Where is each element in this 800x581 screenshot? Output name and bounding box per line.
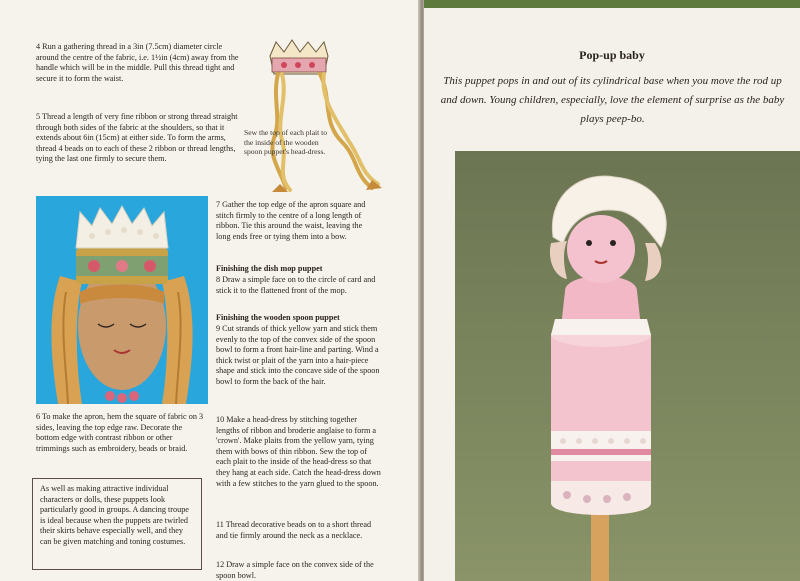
pop-up-baby-image	[455, 151, 800, 581]
illustration-caption: Sew the top of each plait to the inside of the wooden spoon puppet's head-dress.	[244, 128, 328, 157]
heading-dish-mop: Finishing the dish mop puppet	[216, 264, 323, 273]
step-12-text: 12 Draw a simple face on the convex side of the spoon bowl.	[216, 560, 374, 580]
top-color-band	[424, 0, 800, 8]
heading-wooden-spoon: Finishing the wooden spoon puppet	[216, 313, 340, 322]
step-11-text: 11 Thread decorative beads on to a short thread and tie firmly around the neck as a necklace.	[216, 520, 372, 540]
plait-headdress-illustration	[262, 38, 392, 198]
step-7-text: 7 Gather the top edge of the apron square and stitch firmly to the centre of a long length of ribbon. Tie this around the waist, leaving the long ends free or tying them into a bow.	[216, 200, 366, 241]
step-10-text: 10 Make a head-dress by stitching together lengths of ribbon and broderie anglaise to form a 'crown'. Make plaits from the yellow yarn, tying them with bows of thin ribbon. Sew the top of each plait to the inside of the head-dress so that they hang at each side. Catch the head-dress down with a few stitches to the yarn glued to the spoon.	[216, 415, 381, 488]
step-4-text: 4 Run a gathering thread in a 3in (7.5cm) diameter circle around the centre of the fabric, i.e. 1½in (4cm) away from the handle which will be in the middle. Pull this thread tight and secure it to form the waist.	[36, 42, 239, 83]
tip-box	[32, 478, 202, 570]
wooden-spoon-puppet-photo	[36, 196, 208, 404]
page-title: Pop-up baby	[579, 48, 645, 62]
step-8-text: 8 Draw a simple face on to the circle of card and stick it to the flattened front of the mop.	[216, 275, 376, 295]
step-9-text: 9 Cut strands of thick yellow yarn and stick them evenly to the top of the convex side of the spoon bowl to form a front hair-line and parting. Wind a thick twist or plait of the yarn into a hair-piece shape and stick into the concave side of the spoon bowl to form the back of the hair.	[216, 324, 380, 386]
step-6-text: 6 To make the apron, hem the square of fabric on 3 sides, leaving the top edge raw. Decorate the bottom edge with contrast ribbon or other trimmings such as embroidery, beads or braid.	[36, 412, 204, 453]
tip-box-text: As well as making attractive individual characters or dolls, these puppets look particularly good in groups. A dancing troupe is ideal because when the puppets are twirled their skirts behave especially well, and they can be given matching and toning costumes.	[40, 484, 189, 546]
wooden-spoon-puppet-image	[36, 196, 208, 404]
headdress-crown-drawing	[270, 40, 328, 74]
pop-up-baby-photo	[455, 151, 800, 581]
intro-paragraph: This puppet pops in and out of its cylindrical base when you move the rod up and down. Young children, especially, love the element of surprise as the baby plays peep-bo.	[440, 75, 785, 125]
step-5-text: 5 Thread a length of very fine ribbon or strong thread straight through both sides of the fabric at the shoulders, so that it extends about 6in (15cm) at either side. To form the arms, thread 4 beads on to each of these 2 ribbon or thread lengths, tying the last one firmly to secure them.	[36, 112, 238, 164]
